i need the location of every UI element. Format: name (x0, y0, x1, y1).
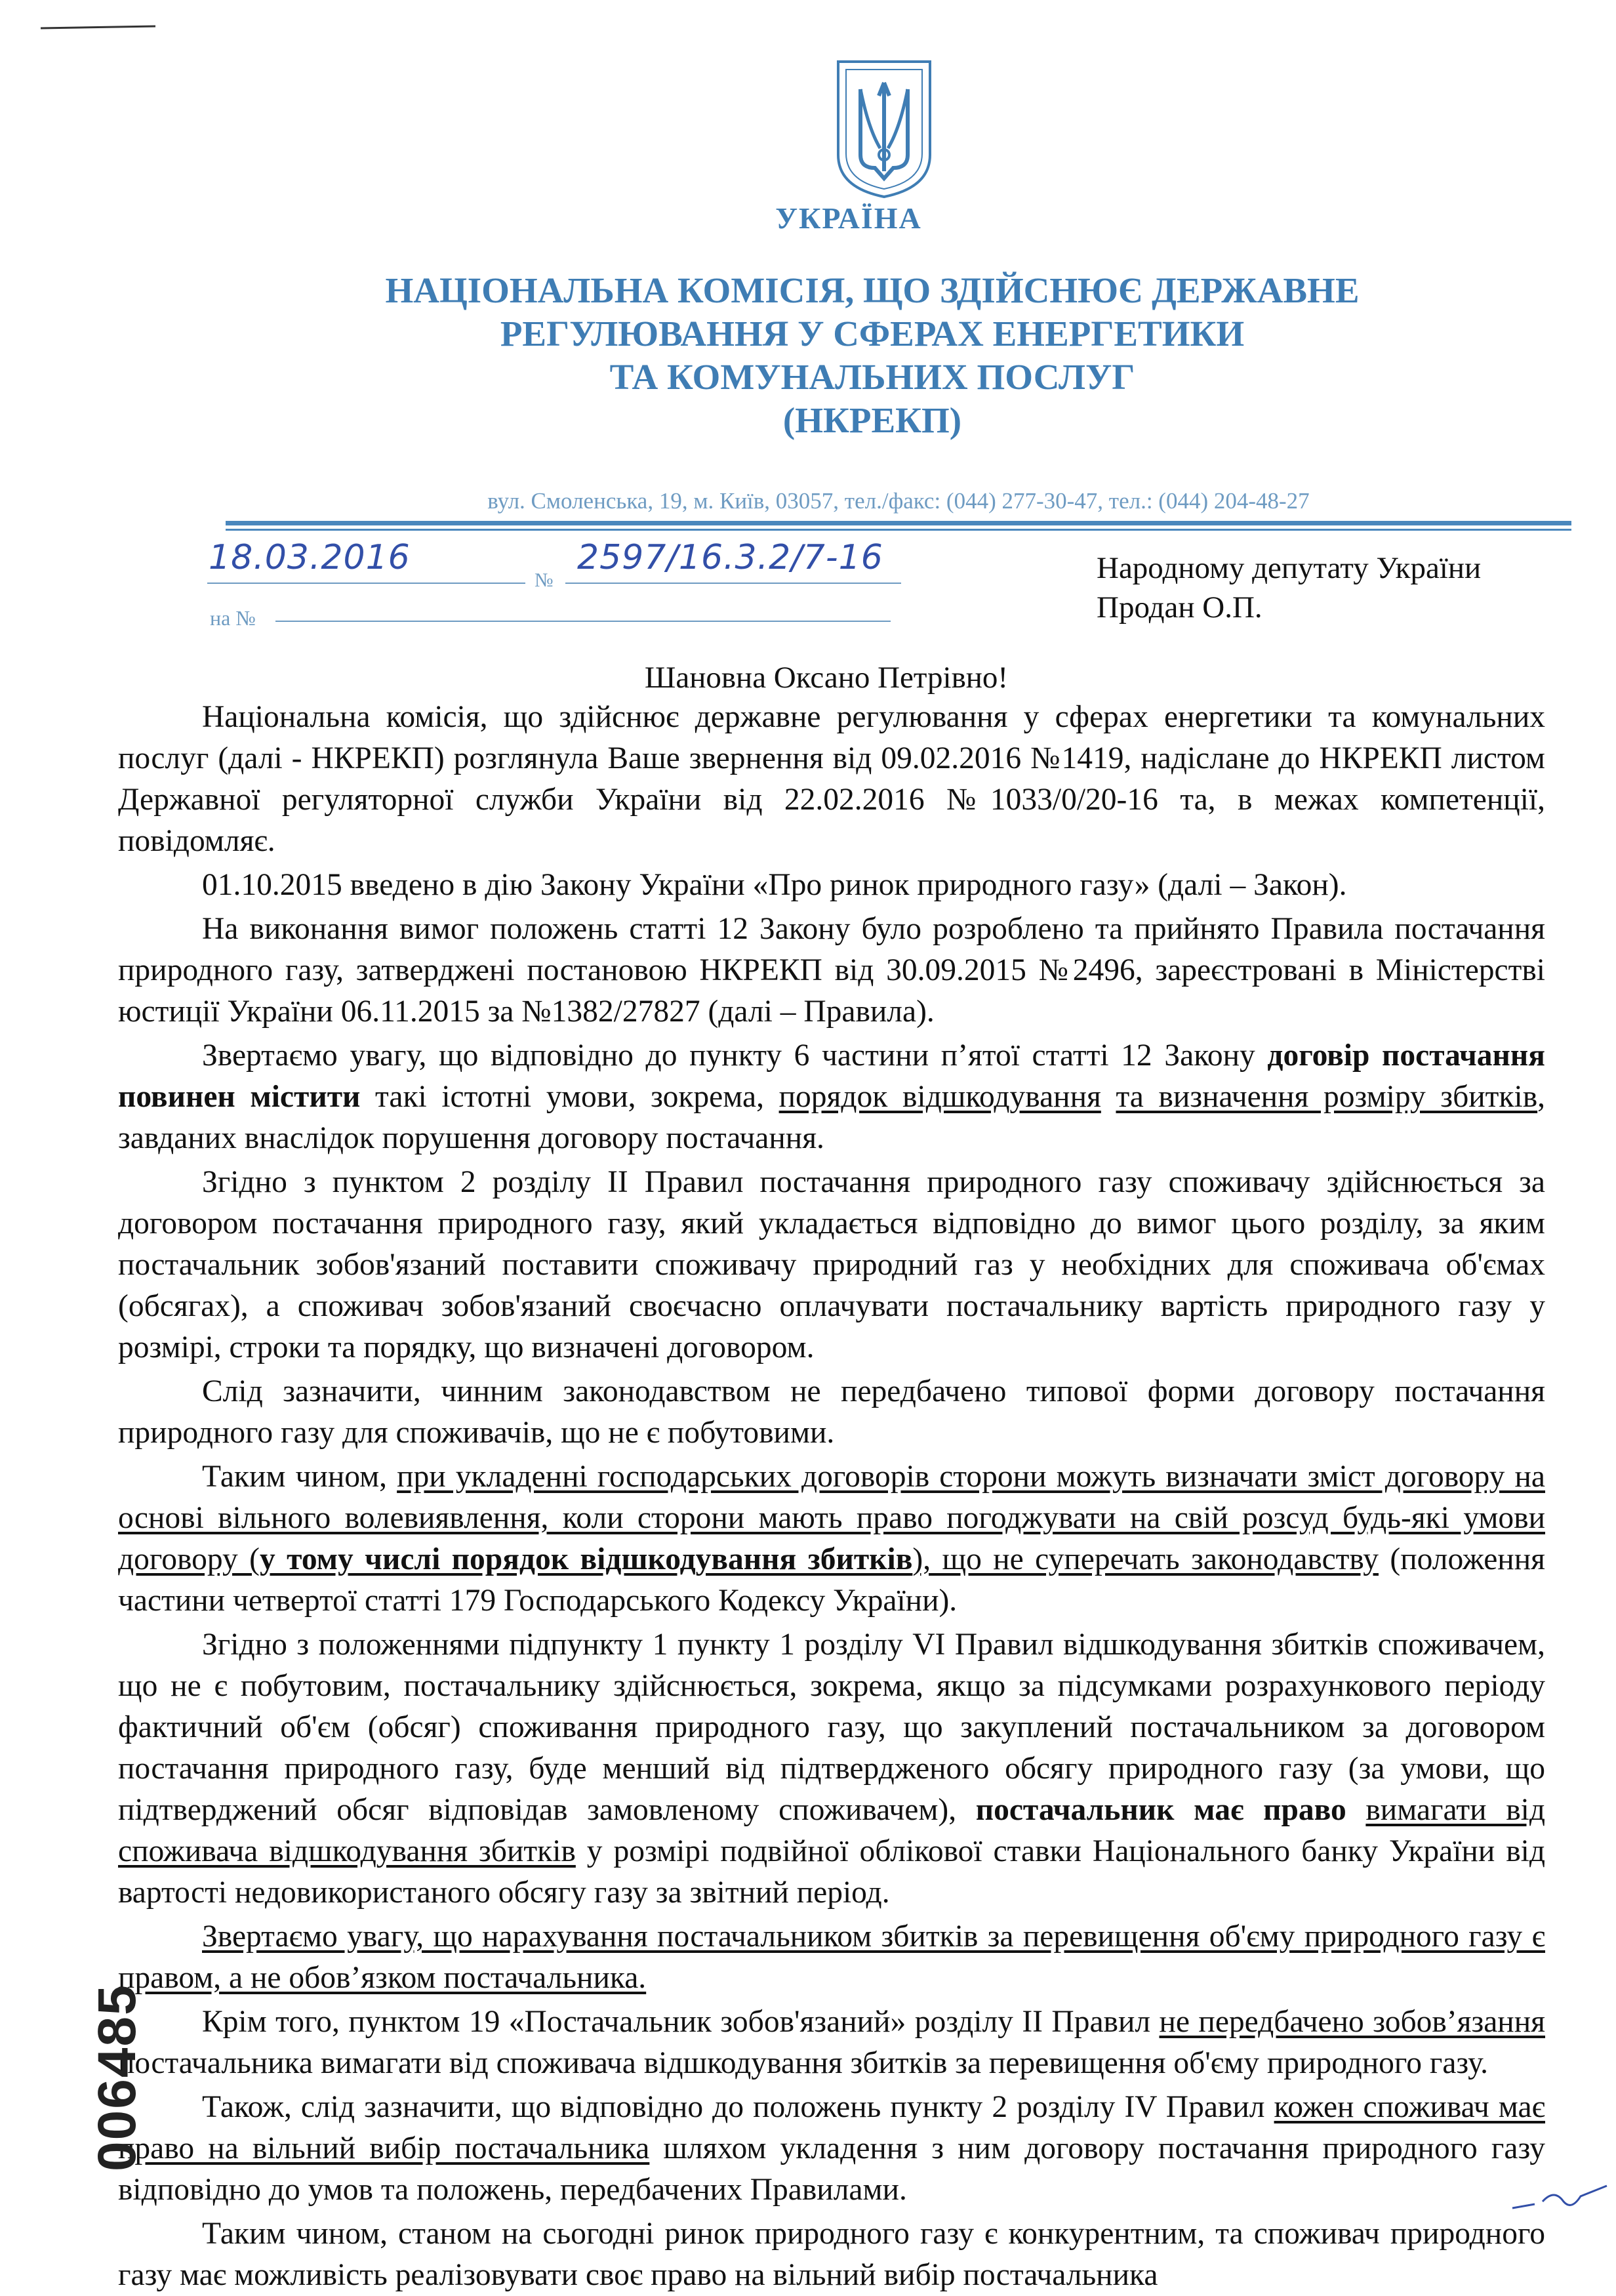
addressee-title: Народному депутату України (1097, 551, 1482, 585)
reference-underline (275, 621, 891, 622)
org-title-line-1: НАЦІОНАЛЬНА КОМІСІЯ, ЩО ЗДІЙСНЮЄ ДЕРЖАВНЕ (385, 270, 1360, 310)
paragraph-10-text: постачальника вимагати від споживача відшкодування збитків за перевищення об'єму природного газу. (118, 2046, 1489, 2080)
paragraph-10-underlined: не передбачено зобов’язання (1159, 2005, 1545, 2039)
outgoing-number: 2597/16.3.2/7-16 (577, 538, 883, 577)
paragraph-4-underlined: та визначення розміру збитків (1116, 1080, 1538, 1114)
registration-stamp-number: 006485 (87, 1984, 147, 2171)
paragraph-10-text: Крім того, пунктом 19 «Постачальник зобов'язаний» розділу II Правил (202, 2005, 1160, 2039)
date-underline (207, 583, 525, 584)
letter-body (118, 697, 1545, 2296)
paragraph-4-underlined: порядок відшкодування (778, 1080, 1101, 1114)
number-label: № (535, 569, 554, 591)
paragraph-4 (118, 1035, 1545, 1159)
paragraph-5: Згідно з пунктом 2 розділу II Правил постачання природного газу споживачу здійснюється за договором постачання природного газу, який укладається відповідно до вимог цього розділу, за яким постачальник зобов'язаний поставити споживачу природний газ у необхідних для споживача об'ємах (обсягах), а споживач зобов'язаний своєчасно оплачувати постачальнику вартість природного газу у розмірі, строки та порядку, що визначені договором. (118, 1165, 1545, 1364)
paragraph-3: На виконання вимог положень статті 12 Закону було розроблено та прийнято Правила постачання природного газу, затверджені постановою НКРЕКП від 30.09.2015 №2496, зареєстровані в Міністерстві юстиції України 06.11.2015 за №1382/27827 (далі – Правила). (118, 912, 1545, 1029)
country-name: УКРАЇНА (775, 201, 922, 235)
header-rule-thin (226, 529, 1571, 531)
org-title-line-2: РЕГУЛЮВАННЯ У СФЕРАХ ЕНЕРГЕТИКИ (500, 314, 1245, 354)
paragraph-8 (118, 1624, 1545, 1914)
paragraph-8-underlined: вимагати від споживача відшкодування збитків (118, 1793, 1545, 1868)
paragraph-7 (118, 1456, 1545, 1622)
paragraph-10 (118, 2001, 1545, 2084)
handwritten-note-mark (1508, 2182, 1613, 2212)
paragraph-9: Звертаємо увагу, що нарахування постачальником збитків за перевищення об'єму природного газу є правом, а не обов’язком постачальника. (118, 1919, 1545, 1995)
paragraph-12: Таким чином, станом на сьогодні ринок природного газу є конкурентним, та споживач природного газу має можливість реалізовувати своє право на вільний вибір постачальника (118, 2217, 1545, 2292)
org-address: вул. Смоленська, 19, м. Київ, 03057, тел./факс: (044) 277-30-47, тел.: (044) 204-48-27 (487, 488, 1310, 514)
addressee (1097, 548, 1481, 627)
number-underline (565, 583, 901, 584)
paragraph-4-bold: договір постачання повинен містити (118, 1038, 1545, 1114)
organization-title (0, 269, 1616, 442)
paragraph-6: Слід зазначити, чинним законодавством не передбачено типової форми договору постачання природного газу для споживачів, що не є побутовими. (118, 1374, 1545, 1450)
header-rule (226, 521, 1571, 525)
pen-mark (41, 25, 155, 29)
paragraph-7-underlined: ), що не суперечать законодавству (912, 1542, 1379, 1576)
paragraph-11-underlined: кожен споживач має право на вільний вибір постачальника (118, 2090, 1545, 2165)
paragraph-8-space (1346, 1793, 1366, 1827)
paragraph-11-text: Також, слід зазначити, що відповідно до положень пункту 2 розділу IV Правил (202, 2090, 1274, 2124)
paragraph-11-text: шляхом укладення з ним договору постачання природного газу відповідно до умов та положень, передбачених Правилами. (118, 2131, 1545, 2207)
org-abbreviation: (НКРЕКП) (782, 400, 962, 440)
paragraph-1: Національна комісія, що здійснює державне регулювання у сферах енергетики та комунальних послуг (далі - НКРЕКП) розглянула Ваше звернення від 09.02.2016 №1419, надіслане до НКРЕКП листом Державної регуляторної служби України від 22.02.2016 №1033/0/20-16 та, в межах компетенції, повідомляє. (118, 700, 1545, 858)
salutation: Шановна Оксано Петрівно! (644, 661, 1009, 695)
paragraph-4-space (1101, 1080, 1116, 1114)
paragraph-4-text: , завданих внаслідок порушення договору постачання. (118, 1080, 1545, 1155)
org-title-line-3: ТА КОМУНАЛЬНИХ ПОСЛУГ (609, 357, 1135, 397)
paragraph-8-bold: постачальник має право (975, 1793, 1346, 1827)
paragraph-2: 01.10.2015 введено в дію Закону України «Про ринок природного газу» (далі – Закон). (202, 868, 1347, 902)
paragraph-4-text: такі істотні умови, зокрема, (360, 1080, 779, 1114)
paragraph-7-bold-underlined: у тому числі порядок відшкодування збитків (259, 1542, 913, 1576)
outgoing-date: 18.03.2016 (209, 538, 411, 577)
paragraph-4-text: Звертаємо увагу, що відповідно до пункту 6 частини п’ятої статті 12 Закону (202, 1038, 1268, 1073)
paragraph-7-underlined: при укладенні господарських договорів сторони можуть визначати зміст договору на основі вільного волевиявлення, коли сторони мають право погоджувати на свій розсуд будь-які умови договору ( (118, 1460, 1545, 1576)
paragraph-11 (118, 2087, 1545, 2211)
paragraph-7-text: Таким чином, (202, 1460, 397, 1494)
reference-label: на № (210, 606, 256, 630)
trident-coat-of-arms-icon (832, 56, 937, 201)
addressee-name: Продан О.П. (1097, 590, 1262, 625)
paragraph-8-text: у розмірі подвійної облікової ставки Національного банку України від вартості недовикористаного обсягу газу за звітний період. (118, 1834, 1546, 1910)
paragraph-7-text: (положення частини четвертої статті 179 Господарського Кодексу України). (118, 1542, 1545, 1618)
paragraph-8-text: Згідно з положеннями підпункту 1 пункту 1 розділу VI Правил відшкодування збитків споживачем, що не є побутовим, постачальнику здійснюється, зокрема, якщо за підсумками розрахункового періоду фактичний об'єм (обсяг) споживання природного газу, що закуплений постачальником за договором постачання природного газу, буде менший від підтвердженого обсягу природного газу (за умови, що підтверджений обсяг відповідав замовленому споживачем), (118, 1628, 1545, 1827)
